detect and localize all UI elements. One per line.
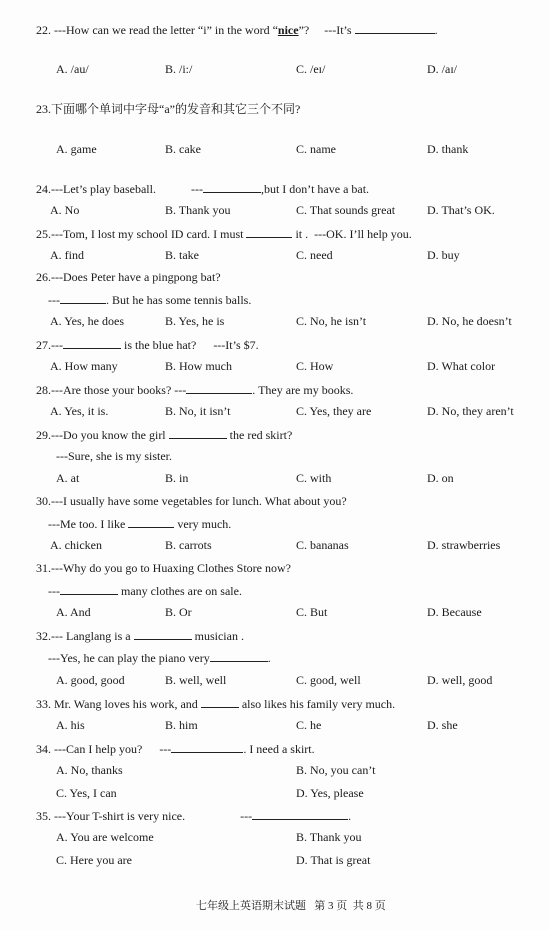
stem-text: musician . — [194, 629, 244, 643]
stem-text: --- — [159, 742, 172, 756]
q22-option-a: A. /au/ — [56, 62, 89, 76]
answer-blank — [252, 808, 348, 820]
stem-text: 28.---Are those your books? --- — [36, 383, 187, 397]
question-29-line2: ---Sure, she is my sister. — [56, 449, 172, 463]
q23-option-d: D. thank — [427, 142, 469, 156]
question-31-stem: 31.---Why do you go to Huaxing Clothes Store now? — [36, 561, 291, 575]
stem-text: ---It’s $7. — [213, 338, 259, 352]
question-30-stem: 30.---I usually have some vegetables for lunch. What about you? — [36, 494, 347, 508]
q27-option-a: A. How many — [50, 359, 118, 373]
answer-blank — [60, 583, 118, 595]
page-footer: 七年级上英语期末试题 第 3 页 共 8 页 — [196, 900, 386, 912]
answer-blank — [134, 628, 192, 640]
stem-text: . — [348, 809, 352, 823]
q23-option-a: A. game — [56, 142, 97, 156]
q35-option-b: B. Thank you — [296, 830, 362, 844]
question-27-stem — [36, 337, 259, 352]
q32-option-a: A. good, good — [56, 673, 125, 687]
stem-text: 34. ---Can I help you? — [36, 742, 143, 756]
stem-text: ---Me too. I like — [48, 517, 126, 531]
q35-option-d: D. That is great — [296, 853, 371, 867]
q26-option-a: A. Yes, he does — [50, 314, 125, 328]
question-26-line2 — [48, 292, 251, 307]
q35-option-c: C. Here you are — [56, 853, 132, 867]
q27-option-c: C. How — [296, 359, 334, 373]
q31-option-c: C. But — [296, 605, 328, 619]
question-31-line2 — [48, 583, 242, 598]
stem-text: --- — [48, 584, 60, 598]
q25-option-b: B. take — [165, 248, 199, 262]
q32-option-d: D. well, good — [427, 673, 493, 687]
question-24-stem — [36, 181, 369, 196]
q29-option-b: B. in — [165, 471, 189, 485]
stem-text: 27.--- — [36, 338, 63, 352]
stem-text: ”? ---It’s — [298, 23, 352, 37]
answer-blank — [186, 382, 252, 394]
q28-option-c: C. Yes, they are — [296, 404, 372, 418]
q23-option-c: C. name — [296, 142, 336, 156]
answer-blank — [201, 696, 239, 708]
q22-option-c: C. /eɪ/ — [296, 62, 326, 76]
q30-option-a: A. chicken — [50, 538, 102, 552]
q26-option-c: C. No, he isn’t — [296, 314, 367, 328]
q24-option-d: D. That’s OK. — [427, 203, 495, 217]
q32-option-c: C. good, well — [296, 673, 361, 687]
stem-text: 24.---Let’s play baseball. — [36, 182, 156, 196]
question-30-line2 — [48, 516, 231, 531]
q24-option-b: B. Thank you — [165, 203, 231, 217]
question-32-line2 — [48, 650, 271, 665]
q22-option-d: D. /aɪ/ — [427, 62, 457, 76]
q33-option-c: C. he — [296, 718, 322, 732]
q31-option-d: D. Because — [427, 605, 482, 619]
question-25-stem — [36, 226, 412, 241]
answer-blank — [210, 650, 268, 662]
q30-option-d: D. strawberries — [427, 538, 501, 552]
stem-text: . But he has some tennis balls. — [106, 293, 252, 307]
stem-text: . They are my books. — [252, 383, 354, 397]
q26-option-d: D. No, he doesn’t — [427, 314, 512, 328]
q30-option-c: C. bananas — [296, 538, 349, 552]
q33-option-b: B. him — [165, 718, 198, 732]
q35-option-a: A. You are welcome — [56, 830, 154, 844]
stem-text: is the blue hat? — [124, 338, 197, 352]
q30-option-b: B. carrots — [165, 538, 212, 552]
stem-text: it . ---OK. I’ll help you. — [295, 227, 412, 241]
q29-option-d: D. on — [427, 471, 454, 485]
q28-option-b: B. No, it isn’t — [165, 404, 231, 418]
q25-option-d: D. buy — [427, 248, 460, 262]
q33-option-a: A. his — [56, 718, 85, 732]
q25-option-c: C. need — [296, 248, 333, 262]
answer-blank — [60, 292, 106, 304]
question-33-stem — [36, 696, 395, 711]
question-28-stem — [36, 382, 353, 397]
stem-text: . — [267, 651, 271, 665]
stem-text: ,but I don’t have a bat. — [260, 182, 370, 196]
stem-text: 33. Mr. Wang loves his work, and — [36, 697, 198, 711]
q34-option-b: B. No, you can’t — [296, 763, 376, 777]
stem-text: many clothes are on sale. — [121, 584, 242, 598]
answer-blank — [355, 22, 435, 34]
q25-option-a: A. find — [50, 248, 84, 262]
stem-text: 29.---Do you know the girl — [36, 428, 166, 442]
q24-option-a: A. No — [50, 203, 80, 217]
q34-option-c: C. Yes, I can — [56, 786, 117, 800]
q28-option-d: D. No, they aren’t — [427, 404, 514, 418]
q31-option-b: B. Or — [165, 605, 192, 619]
stem-text: --- — [190, 182, 203, 196]
q27-option-d: D. What color — [427, 359, 496, 373]
stem-text: --- — [240, 809, 253, 823]
question-34-stem — [36, 741, 315, 756]
underlined-word: nice — [277, 23, 299, 37]
question-32-stem — [36, 628, 244, 643]
q27-option-b: B. How much — [165, 359, 232, 373]
stem-text: . — [434, 23, 438, 37]
question-23-stem: 23.下面哪个单词中字母“a”的发音和其它三个不同? — [36, 102, 301, 116]
stem-text: the red skirt? — [229, 428, 293, 442]
q22-option-b: B. /i:/ — [165, 62, 193, 76]
answer-blank — [128, 516, 174, 528]
question-26-stem: 26.---Does Peter have a pingpong bat? — [36, 270, 221, 284]
stem-text: 22. ---How can we read the letter “i” in the word “ — [36, 23, 278, 37]
q24-option-c: C. That sounds great — [296, 203, 396, 217]
answer-blank — [169, 427, 227, 439]
q34-option-d: D. Yes, please — [296, 786, 364, 800]
stem-text: 35. ---Your T-shirt is very nice. — [36, 809, 186, 823]
question-29-stem — [36, 427, 292, 442]
q34-option-a: A. No, thanks — [56, 763, 123, 777]
stem-text: --- — [48, 293, 60, 307]
q29-option-a: A. at — [56, 471, 80, 485]
q26-option-b: B. Yes, he is — [165, 314, 225, 328]
stem-text: . I need a skirt. — [243, 742, 315, 756]
stem-text: very much. — [177, 517, 232, 531]
q23-option-b: B. cake — [165, 142, 201, 156]
q32-option-b: B. well, well — [165, 673, 227, 687]
answer-blank — [171, 741, 243, 753]
stem-text: 32.--- Langlang is a — [36, 629, 131, 643]
answer-blank — [203, 181, 261, 193]
stem-text: also likes his family very much. — [241, 697, 396, 711]
stem-text: 25.---Tom, I lost my school ID card. I must — [36, 227, 244, 241]
answer-blank — [63, 337, 121, 349]
q28-option-a: A. Yes, it is. — [50, 404, 109, 418]
question-22-stem — [36, 22, 438, 37]
q31-option-a: A. And — [56, 605, 91, 619]
question-35-stem — [36, 808, 351, 823]
stem-text: ---Yes, he can play the piano very — [48, 651, 210, 665]
q33-option-d: D. she — [427, 718, 458, 732]
answer-blank — [246, 226, 292, 238]
q29-option-c: C. with — [296, 471, 332, 485]
